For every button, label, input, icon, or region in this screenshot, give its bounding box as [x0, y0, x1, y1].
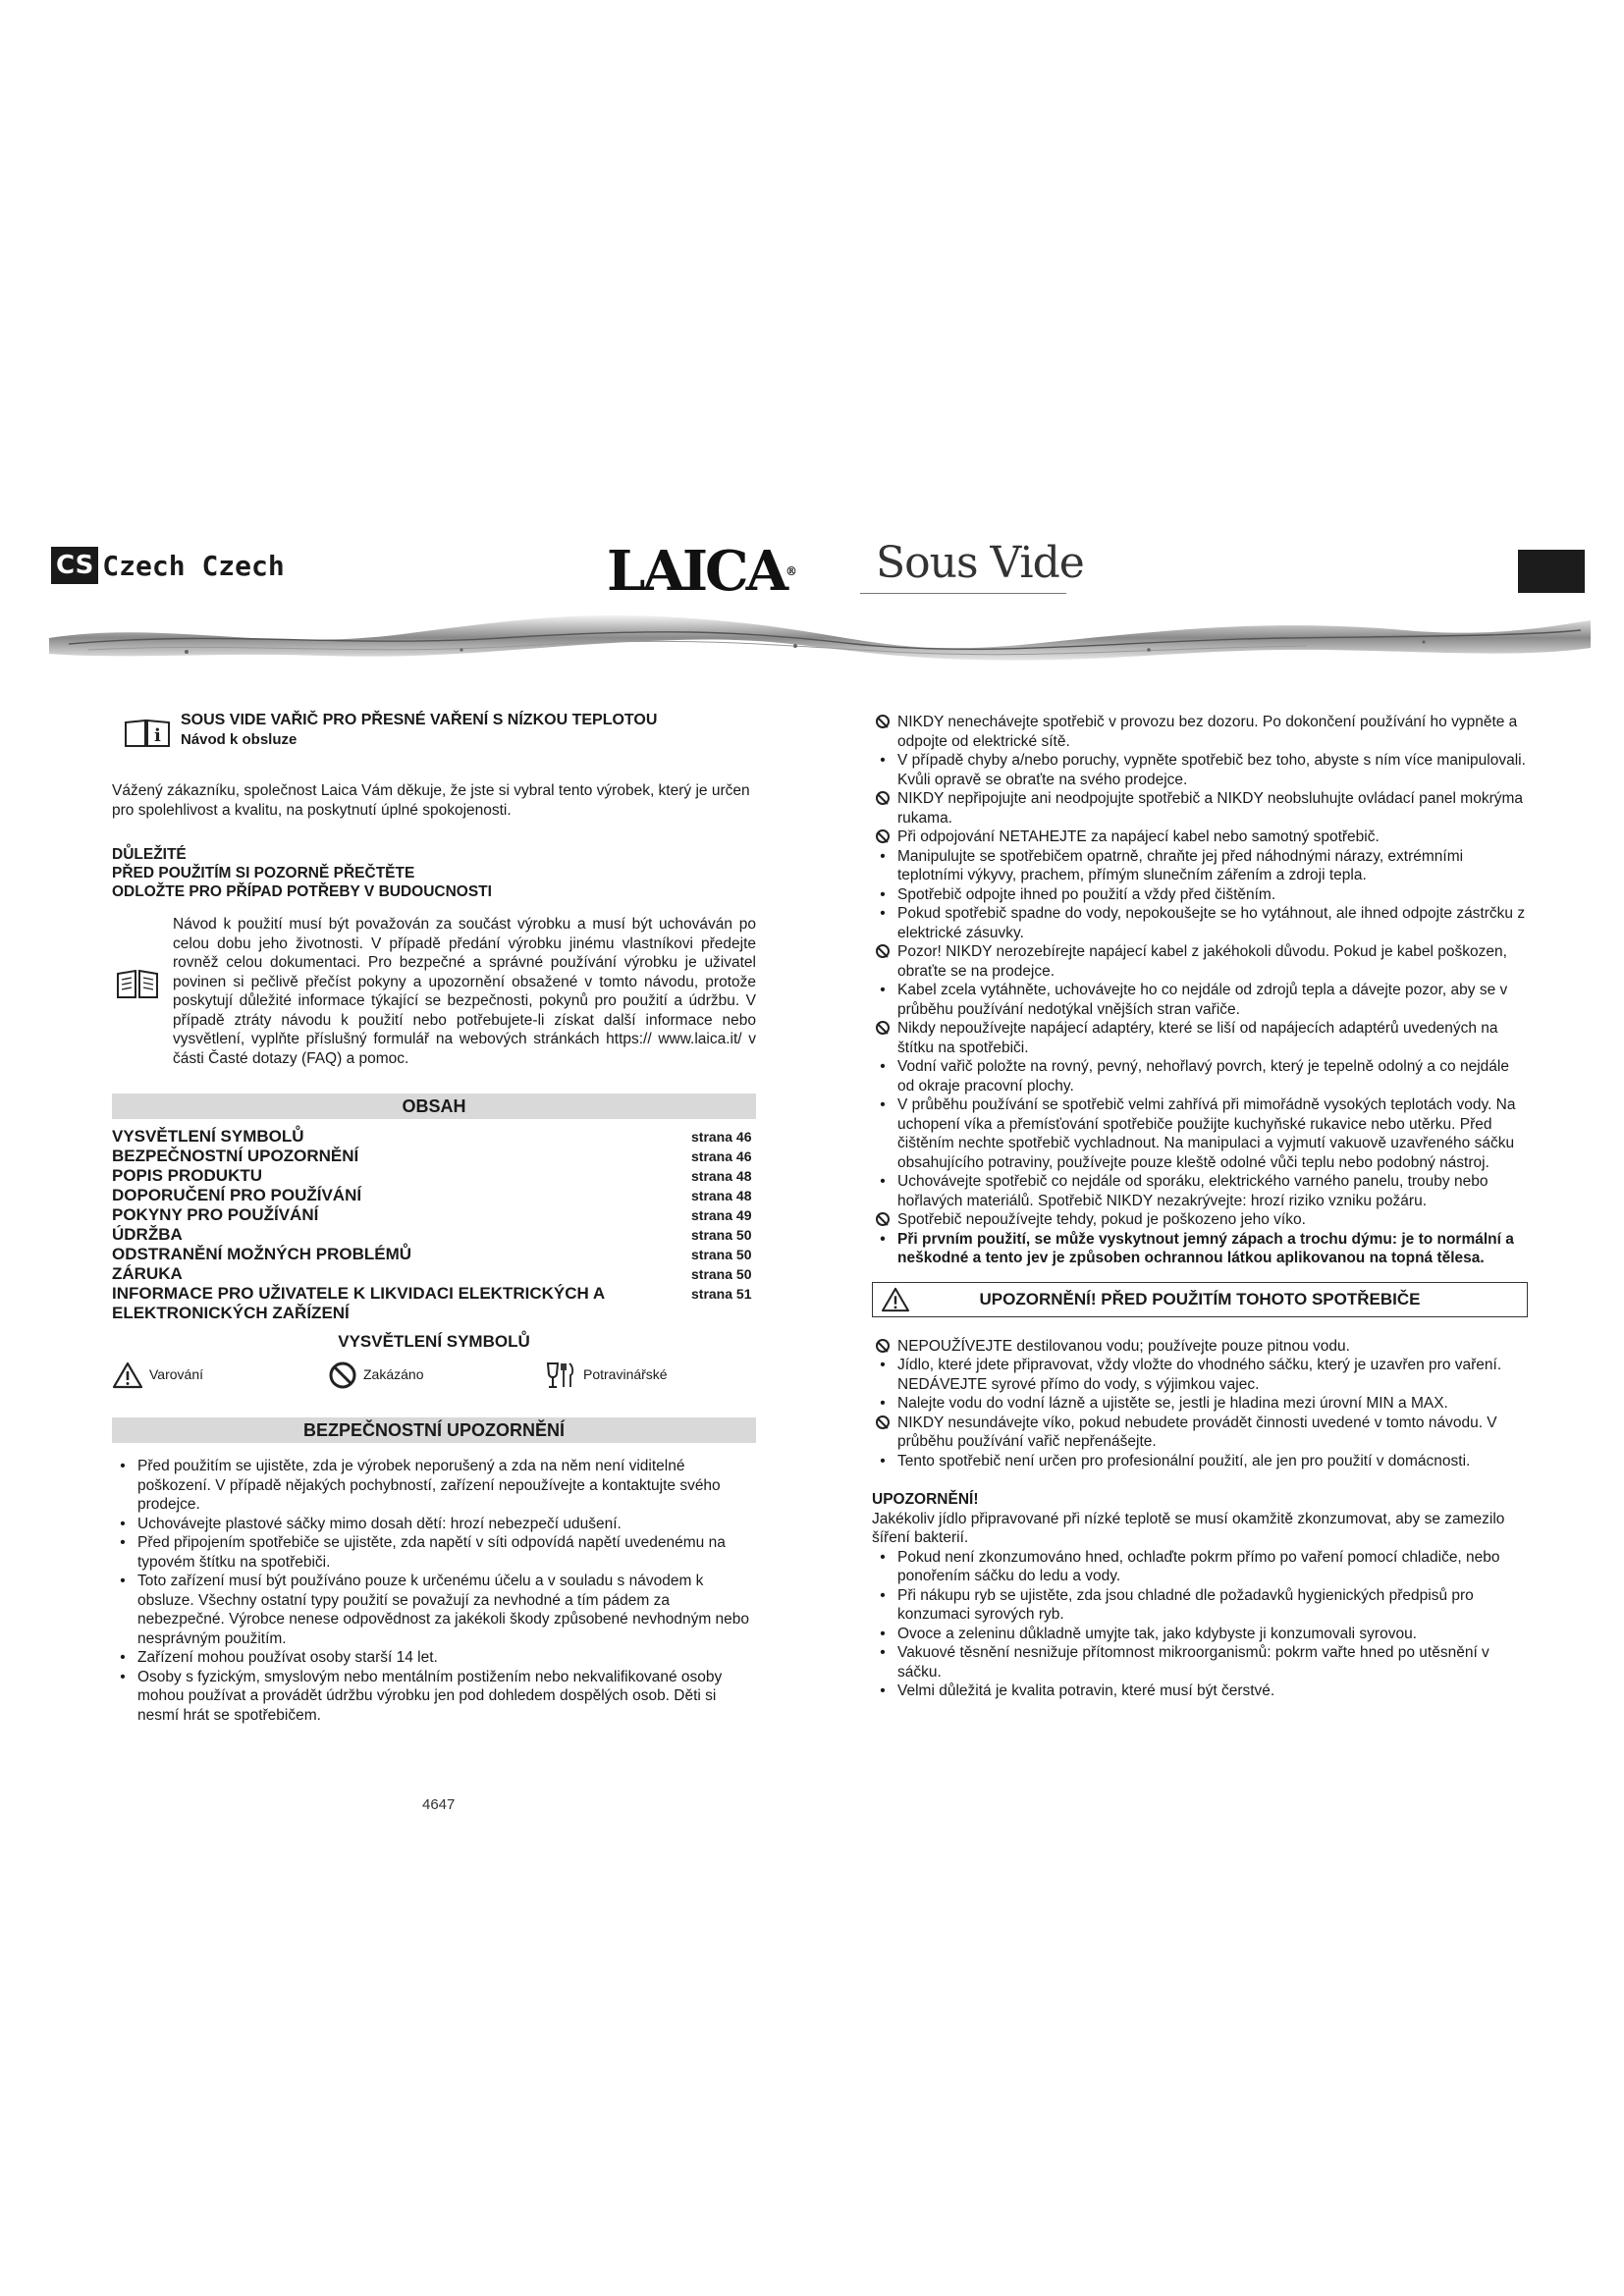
list-item-text: Při odpojování NETAHEJTE za napájecí kabel nebo samotný spotřebič.	[897, 828, 1380, 845]
list-item	[872, 885, 1528, 905]
list-item	[872, 942, 1528, 981]
page-tab-marker	[1518, 550, 1585, 593]
bullet-icon: •	[880, 847, 886, 865]
bullet-icon: •	[880, 752, 886, 769]
bullet-icon: •	[120, 1458, 126, 1474]
list-item	[872, 847, 1528, 885]
list-item-text: Ovoce a zeleninu důkladně umyjte tak, jako kdybyste ji konzumovali syrovou.	[897, 1625, 1417, 1642]
manual-subtitle: Návod k obsluze	[181, 730, 298, 748]
language-badge	[51, 547, 285, 584]
bullet-icon: •	[120, 1534, 126, 1551]
symbols-heading: VYSVĚTLENÍ SYMBOLŮ	[338, 1332, 530, 1351]
list-item	[872, 1414, 1528, 1452]
prohibited-icon	[872, 1337, 893, 1357]
list-item	[872, 981, 1528, 1019]
prohibited-icon	[872, 713, 893, 732]
toc-page: strana 50	[691, 1266, 752, 1282]
prohibited-icon	[872, 942, 893, 962]
list-item	[112, 1572, 756, 1648]
food-safe-icon	[544, 1361, 577, 1390]
bullet-icon: •	[880, 1096, 886, 1113]
list-item	[872, 1394, 1528, 1414]
prohibited-icon	[876, 1212, 890, 1226]
greeting-text: Vážený zákazníku, společnost Laica Vám děkuje, že jste si vybral tento výrobek, který je určen pro spolehlivost a kvalitu, na poskytnutí úplné spokojenosti.	[112, 782, 750, 819]
toc-page: strana 46	[691, 1129, 752, 1145]
list-item	[872, 1452, 1528, 1471]
list-item	[872, 1019, 1528, 1057]
list-item	[872, 1095, 1528, 1172]
bullet-icon: •	[880, 1625, 886, 1642]
toc-row	[112, 1245, 756, 1264]
list-item-text: NIKDY nepřipojujte ani neodpojujte spotřebič a NIKDY neobsluhujte ovládací panel mokrýma rukama.	[897, 790, 1524, 827]
bullet-icon: •	[120, 1573, 126, 1589]
list-item-text: NIKDY nenechávejte spotřebič v provozu bez dozoru. Po dokončení používání ho vypněte a odpojte od elektrické sítě.	[897, 714, 1518, 750]
important-line-1: DŮLEŽITÉ	[112, 846, 187, 863]
toc-label: ODSTRANĚNÍ MOŽNÝCH PROBLÉMŮ	[112, 1245, 412, 1263]
symbol-forbidden	[328, 1361, 544, 1390]
toc-row	[112, 1284, 756, 1323]
left-column	[112, 711, 756, 1725]
bullet-icon: •	[880, 1173, 886, 1190]
bullet-icon: •	[120, 1649, 126, 1666]
warning-box-text: UPOZORNĚNÍ! PŘED POUŽITÍM TOHOTO SPOTŘEBIČE	[979, 1289, 1421, 1308]
list-item-text: Zařízení mohou používat osoby starší 14 let.	[137, 1649, 438, 1666]
manual-title-block	[112, 711, 756, 756]
toc-row	[112, 1225, 756, 1245]
symbol-warning-label: Varování	[149, 1366, 203, 1383]
list-item-text: Vakuové těsnění nesnižuje přítomnost mikroorganismů: pokrm vařte hned po utěsnění v sáčku.	[897, 1644, 1489, 1681]
list-item-text: Kabel zcela vytáhněte, uchovávejte ho co nejdále od zdrojů tepla a dávejte pozor, aby se v průběhu používání nedotýkal vnějších stran vařiče.	[897, 982, 1508, 1018]
important-line-2: PŘED POUŽITÍM SI POZORNĚ PŘEČTĚTE	[112, 865, 415, 881]
table-of-contents	[112, 1127, 756, 1323]
manual-info-icon	[124, 719, 171, 748]
list-item-text: NEPOUŽÍVEJTE destilovanou vodu; používejte pouze pitnou vodu.	[897, 1337, 1350, 1355]
product-name: Sous Vide	[876, 538, 1084, 588]
water-wave-banner	[49, 601, 1591, 669]
toc-row	[112, 1264, 756, 1284]
list-item	[872, 1586, 1528, 1625]
toc-label: VYSVĚTLENÍ SYMBOLŮ	[112, 1127, 304, 1146]
list-item-text: Při nákupu ryb se ujistěte, zda jsou chladné dle požadavků hygienických předpisů pro konzumaci syrových ryb.	[897, 1586, 1474, 1623]
warning-icon	[112, 1362, 143, 1389]
list-item-text: Jídlo, které jdete připravovat, vždy vložte do vhodného sáčku, který je uzavřen pro vaření. NEDÁVEJTE syrové přímo do vody, s výjimkou vajec.	[897, 1357, 1502, 1393]
manual-notice	[112, 915, 756, 1068]
toc-page: strana 50	[691, 1227, 752, 1243]
warning-icon	[881, 1287, 910, 1312]
list-item	[872, 1210, 1528, 1230]
notice-heading: UPOZORNĚNÍ!	[872, 1491, 979, 1508]
svg-text:i: i	[154, 725, 161, 746]
manual-notice-text: Návod k použití musí být považován za součást výrobku a musí být uchováván po celou dobu jeho životnosti. V případě předání výrobku jinému vlastníkovi předejte rovněž celou dokumentaci. Pro bezpečné a správné používání výrobku je uživatel povinen si pečlivě přečíst pokyny a upozornění obsažené v tomto návodu, protože poskytují důležité informace týkající se bezpečnosti, pokynů pro použití a údržbu. V případě ztráty návodu k použití nebo potřebujete-li získat další informace nebo vysvětlení, vyplňte příslušný formulář na webových stránkách https:// www.laica.it/ v části Časté dotazy (FAQ) a pomoc.	[173, 916, 756, 1067]
bullet-icon: •	[880, 1682, 886, 1699]
toc-page: strana 51	[691, 1286, 752, 1302]
prohibited-icon	[876, 791, 890, 805]
prohibited-icon	[872, 1414, 893, 1433]
warning-box	[872, 1282, 1528, 1317]
list-item-text: NIKDY nesundávejte víko, pokud nebudete provádět činnosti uvedené v tomto návodu. V průběhu používání vařič nepřenášejte.	[897, 1414, 1497, 1450]
list-item	[872, 1682, 1528, 1701]
list-item-text: Uchovávejte plastové sáčky mimo dosah dětí: hrozí nebezpečí udušení.	[137, 1515, 622, 1532]
list-item	[112, 1533, 756, 1572]
bullet-icon: •	[880, 1058, 886, 1075]
toc-row	[112, 1127, 756, 1147]
open-book-icon	[116, 968, 159, 999]
bullet-icon: •	[880, 1548, 886, 1566]
list-item	[112, 1457, 756, 1515]
safety-list	[112, 1457, 756, 1725]
toc-row	[112, 1166, 756, 1186]
list-item-text: V případě chyby a/nebo poruchy, vypněte spotřebič bez toho, abyste s ním více manipulovali. Kvůli opravě se obraťte na svého prodejce.	[897, 752, 1526, 788]
bullet-icon: •	[880, 1644, 886, 1661]
prohibited-icon	[872, 828, 893, 847]
page-number: 4647	[422, 1796, 456, 1813]
list-item	[872, 1356, 1528, 1394]
list-item	[872, 789, 1528, 828]
prohibited-icon	[876, 715, 890, 728]
symbol-forbidden-label: Zakázáno	[363, 1366, 424, 1383]
list-item	[872, 1548, 1528, 1586]
prohibited-icon	[872, 1210, 893, 1230]
list-item	[872, 1337, 1528, 1357]
brand-name: LAICA	[607, 539, 786, 604]
bullet-icon: •	[880, 1586, 886, 1604]
list-item-text: Pozor! NIKDY nerozebírejte napájecí kabel z jakéhokoli důvodu. Pokud je kabel poškozen, obraťte se na prodejce.	[897, 943, 1507, 980]
bullet-icon: •	[120, 1515, 126, 1532]
toc-row	[112, 1205, 756, 1225]
prohibited-icon	[876, 1339, 890, 1353]
toc-row	[112, 1186, 756, 1205]
bullet-icon: •	[120, 1668, 126, 1685]
toc-label: POKYNY PRO POUŽÍVÁNÍ	[112, 1205, 319, 1224]
prohibited-icon	[876, 829, 890, 843]
list-item-text: Vodní vařič položte na rovný, pevný, nehořlavý povrch, který je tepelně odolný a co nejdále od okraje pracovní plochy.	[897, 1058, 1509, 1095]
symbol-food-label: Potravinářské	[583, 1366, 668, 1383]
symbol-food	[544, 1361, 668, 1390]
bullet-icon: •	[880, 982, 886, 998]
toc-page: strana 48	[691, 1188, 752, 1203]
food-safety-list	[872, 1548, 1528, 1701]
toc-label: INFORMACE PRO UŽIVATELE K LIKVIDACI ELEKTRICKÝCH A ELEKTRONICKÝCH ZAŘÍZENÍ	[112, 1284, 605, 1322]
toc-label: BEZPEČNOSTNÍ UPOZORNĚNÍ	[112, 1147, 359, 1165]
list-item-text: Manipulujte se spotřebičem opatrně, chraňte jej před náhodnými nárazy, extrémními teplotními výkyvy, prachem, přímým slunečním zářením a zdroji tepla.	[897, 847, 1464, 883]
list-item-text: Tento spotřebič není určen pro profesionální použití, ale jen pro použití v domácnosti.	[897, 1452, 1471, 1469]
list-item-text: V průběhu používání se spotřebič velmi zahřívá při mimořádně vysokých teplotách vody. Na uchopení víka a přemísťování spotřebiče použijte kuchyňské rukavice nebo utěrku. Před čištěním nechte spotřebič vychladnout. Na manipulaci a vyjmutí vakuově uzavřeného sáčku obsahujícího potraviny, používejte pouze kleště odolné vůči teplu nebo podobný nástroj.	[897, 1096, 1516, 1171]
toc-label: ZÁRUKA	[112, 1264, 183, 1283]
list-item	[872, 713, 1528, 751]
toc-row	[112, 1147, 756, 1166]
list-item-text: Nalejte vodu do vodní lázně a ujistěte se, jestli je hladina mezi úrovní MIN a MAX.	[897, 1395, 1448, 1412]
product-underline	[860, 593, 1066, 594]
list-item-text: Pokud není zkonzumováno hned, ochlaďte pokrm přímo po vaření pomocí chladiče, nebo ponořením sáčku do ledu a vody.	[897, 1548, 1500, 1584]
prohibited-icon	[876, 1021, 890, 1035]
list-item	[872, 904, 1528, 942]
language-name: Czech Czech	[102, 549, 285, 582]
list-item	[872, 828, 1528, 847]
list-item-text: Osoby s fyzickým, smyslovým nebo mentálním postižením nebo nekvalifikované osoby mohou používat a provádět údržbu výrobku jen pod dohledem dospělých osob. Děti si nesmí hrát se spotřebičem.	[137, 1668, 723, 1724]
prohibited-icon	[876, 944, 890, 958]
list-item-text: Při prvním použití, se může vyskytnout jemný zápach a trochu dýmu: je to normální a neškodné a tento jev je způsoben ochrannou látkou aplikovanou na topná tělesa.	[897, 1230, 1514, 1266]
safety-list-continued	[872, 713, 1528, 1268]
toc-page: strana 50	[691, 1247, 752, 1262]
safety-heading: BEZPEČNOSTNÍ UPOZORNĚNÍ	[112, 1417, 756, 1443]
list-item	[872, 1625, 1528, 1644]
manual-title: SOUS VIDE VAŘIČ PRO PŘESNÉ VAŘENÍ S NÍZKOU TEPLOTOU	[181, 712, 658, 728]
list-item	[112, 1648, 756, 1668]
list-item	[112, 1668, 756, 1726]
list-item-text: Před připojením spotřebiče se ujistěte, zda napětí v síti odpovídá napětí uvedenému na typovém štítku na spotřebiči.	[137, 1534, 726, 1571]
list-item	[872, 751, 1528, 789]
bullet-icon: •	[880, 1230, 886, 1248]
list-item	[872, 1643, 1528, 1682]
list-item-text: Před použitím se ujistěte, zda je výrobek neporušený a zda na něm není viditelné poškození. V případě nějakých pochybností, zařízení nepoužívejte a kontaktujte svého prodejce.	[137, 1458, 721, 1513]
prohibited-icon	[876, 1415, 890, 1429]
toc-page: strana 46	[691, 1148, 752, 1164]
toc-label: POPIS PRODUKTU	[112, 1166, 263, 1185]
symbol-warning	[112, 1362, 328, 1389]
language-code: CS	[51, 547, 98, 584]
symbols-legend	[112, 1353, 756, 1398]
forbidden-icon	[328, 1361, 357, 1390]
prohibited-icon	[872, 1019, 893, 1039]
bullet-icon: •	[880, 1395, 886, 1412]
list-item-text: Uchovávejte spotřebič co nejdále od sporáku, elektrického varného panelu, trouby nebo hořlavých materiálů. Spotřebič NIKDY nezakrývejte: hrozí riziko vzniku požáru.	[897, 1173, 1489, 1209]
list-item-text: Spotřebič odpojte ihned po použití a vždy před čištěním.	[897, 885, 1276, 903]
bullet-icon: •	[880, 1357, 886, 1373]
toc-heading: OBSAH	[112, 1094, 756, 1119]
list-item	[872, 1230, 1528, 1268]
brand-logo	[607, 539, 798, 604]
right-column	[872, 713, 1528, 1701]
list-item-text: Spotřebič nepoužívejte tehdy, pokud je poškozeno jeho víko.	[897, 1211, 1306, 1228]
list-item-text: Pokud spotřebič spadne do vody, nepokoušejte se ho vytáhnout, ale ihned odpojte zástrčku z elektrické zásuvky.	[897, 905, 1526, 941]
toc-page: strana 48	[691, 1168, 752, 1184]
list-item-text: Nikdy nepoužívejte napájecí adaptéry, které se liší od napájecích adaptérů uvedených na štítku na spotřebiči.	[897, 1020, 1498, 1056]
bullet-icon: •	[880, 1452, 886, 1469]
bullet-icon: •	[880, 885, 886, 903]
prohibited-icon	[872, 789, 893, 809]
list-item	[112, 1515, 756, 1534]
registered-mark: ®	[785, 564, 798, 578]
toc-page: strana 49	[691, 1207, 752, 1223]
bullet-icon: •	[880, 905, 886, 922]
toc-label: DOPORUČENÍ PRO POUŽÍVÁNÍ	[112, 1186, 362, 1204]
list-item	[872, 1172, 1528, 1210]
list-item-text: Toto zařízení musí být používáno pouze k určenému účelu a v souladu s návodem k obsluze. Všechny ostatní typy použití se považují za nevhodné a tím pádem za nebezpečné. Výrobce nenese odpovědnost za jakékoli škody způsobené nevhodným nebo nesprávným použitím.	[137, 1573, 750, 1647]
list-item-text: Velmi důležitá je kvalita potravin, které musí být čerstvé.	[897, 1682, 1275, 1699]
list-item	[872, 1057, 1528, 1095]
before-use-list	[872, 1337, 1528, 1471]
notice-text: Jakékoliv jídlo připravované při nízké teplotě se musí okamžitě zkonzumovat, aby se zamezilo šíření bakterií.	[872, 1510, 1505, 1546]
toc-label: ÚDRŽBA	[112, 1225, 183, 1244]
important-line-3: ODLOŽTE PRO PŘÍPAD POTŘEBY V BUDOUCNOSTI	[112, 883, 492, 900]
